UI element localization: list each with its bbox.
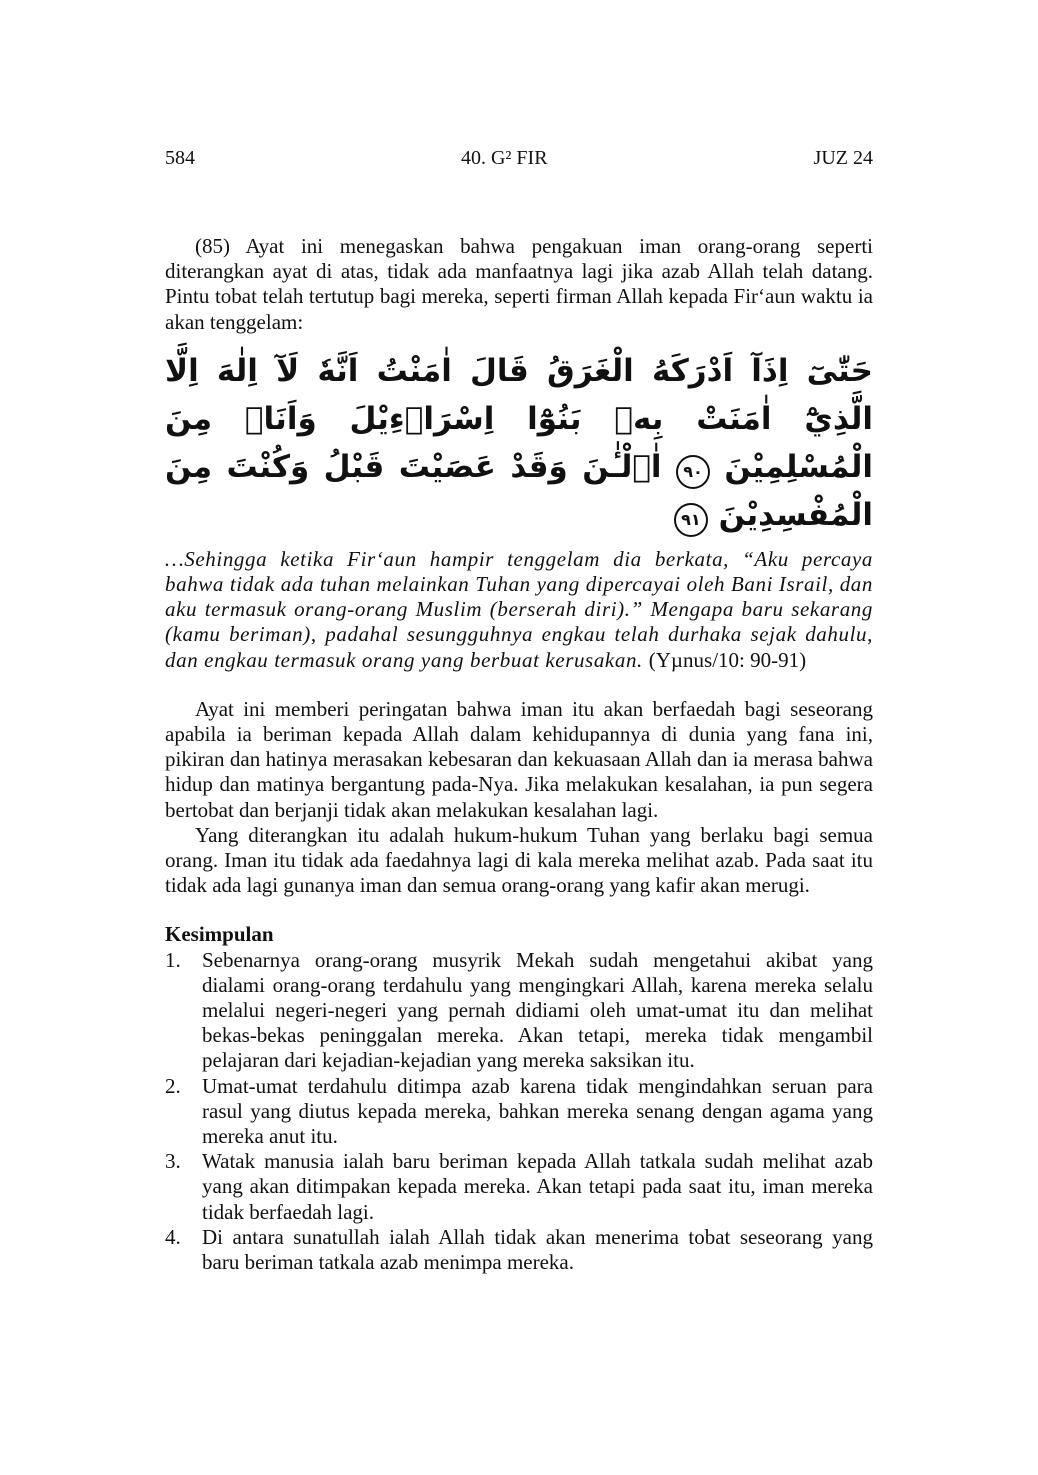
paragraph-2: Ayat ini memberi peringatan bahwa iman itu akan berfaedah bagi seseorang apabila ia beriman kepada Allah dalam kehidupannya di dunia yang fana ini, pikiran dan hatinya merasakan kebesaran dan kekuasaan Allah dan ia merasa bahwa hidup dan matinya bergantung pada-Nya. Jika melakukan kesalahan, ia pun segera bertobat dan berjanji tidak akan melakukan kesalahan lagi. — [165, 696, 873, 822]
item-number: 3. — [165, 1149, 181, 1174]
verse-number-91: ٩١ — [674, 503, 708, 537]
list-item — [165, 1074, 873, 1150]
list-item — [165, 1225, 873, 1275]
arabic-verse-91: اٰۤلْـٰٔنَ وَقَدْ عَصَيْتَ قَبْلُ وَكُنْتَ مِنَ الْمُفْسِدِيْنَ — [165, 448, 873, 533]
surah-title: 40. G² FIR — [460, 147, 548, 169]
translation-text: …Sehingga ketika Fir‘aun hampir tenggelam dia berkata, “Aku percaya bahwa tidak ada tuhan melainkan Tuhan yang dipercayai oleh Bani Israil, dan aku termasuk orang-orang Muslim (berserah diri).” Mengapa baru sekarang (kamu beriman), padahal sesungguhnya engkau telah durhaka sejak dahulu, dan engkau termasuk orang yang berbuat kerusakan. — [165, 546, 873, 672]
verse-translation — [165, 547, 873, 673]
conclusion-heading: Kesimpulan — [165, 922, 274, 947]
item-text: Umat-umat terdahulu ditimpa azab karena tidak mengindahkan seruan para rasul yang diutus kepada mereka, bahkan mereka senang dengan agama yang mereka anut itu. — [202, 1073, 873, 1149]
juz-label: JUZ 24 — [813, 147, 873, 169]
page-body — [165, 234, 873, 1275]
item-text: Sebenarnya orang-orang musyrik Mekah sudah mengetahui akibat yang dialami orang-orang terdahulu yang mengingkari Allah, karena mereka selalu melalui negeri-negeri yang pernah didiami oleh umat-umat itu dan melihat bekas-bekas peninggalan mereka. Akan tetapi, mereka tidak mengambil pelajaran dari kejadian-kejadian yang mereka saksikan itu. — [202, 947, 873, 1073]
arabic-verse-90: حَتّٰىٓ اِذَآ اَدْرَكَهُ الْغَرَقُ قَالَ اٰمَنْتُ اَنَّهٗ لَآ اِلٰهَ اِلَّا الَّذِيْٓ اٰمَنَتْ بِهٖ بَنُوْٓا اِسْرَاۤءِيْلَ وَاَنَا۠ مِنَ الْمُسْلِمِيْنَ — [165, 352, 874, 485]
verse-reference: (Yµnus/10: 90-91) — [648, 647, 807, 672]
item-text: Watak manusia ialah baru beriman kepada Allah tatkala sudah melihat azab yang akan ditimpakan kepada mereka. Akan tetapi pada saat itu, iman mereka tidak berfaedah lagi. — [202, 1149, 873, 1224]
verse-number-90: ٩٠ — [676, 455, 710, 489]
item-text: Di antara sunatullah ialah Allah tidak akan menerima tobat seseorang yang baru beriman tatkala azab menimpa mereka. — [202, 1224, 873, 1275]
page-number: 584 — [165, 147, 195, 169]
list-item — [165, 1149, 873, 1225]
arabic-verse — [165, 347, 873, 539]
paragraph-3: Yang diterangkan itu adalah hukum-hukum Tuhan yang berlaku bagi semua orang. Iman itu tidak ada faedahnya lagi di kala mereka melihat azab. Pada saat itu tidak ada lagi gunanya iman dan semua orang-orang yang kafir akan merugi. — [165, 822, 873, 898]
page-header — [165, 147, 873, 170]
item-number: 2. — [165, 1073, 181, 1098]
list-item — [165, 948, 873, 1074]
paragraph-85: (85) Ayat ini menegaskan bahwa pengakuan iman orang-orang seperti diterangkan ayat di atas, tidak ada manfaatnya lagi jika azab Allah telah datang. Pintu tobat telah tertutup bagi mereka, seperti firman Allah kepada Fir‘aun waktu ia akan tenggelam: — [165, 234, 873, 334]
item-number: 4. — [165, 1224, 181, 1249]
item-number: 1. — [165, 947, 181, 972]
conclusion-list — [165, 948, 873, 1276]
